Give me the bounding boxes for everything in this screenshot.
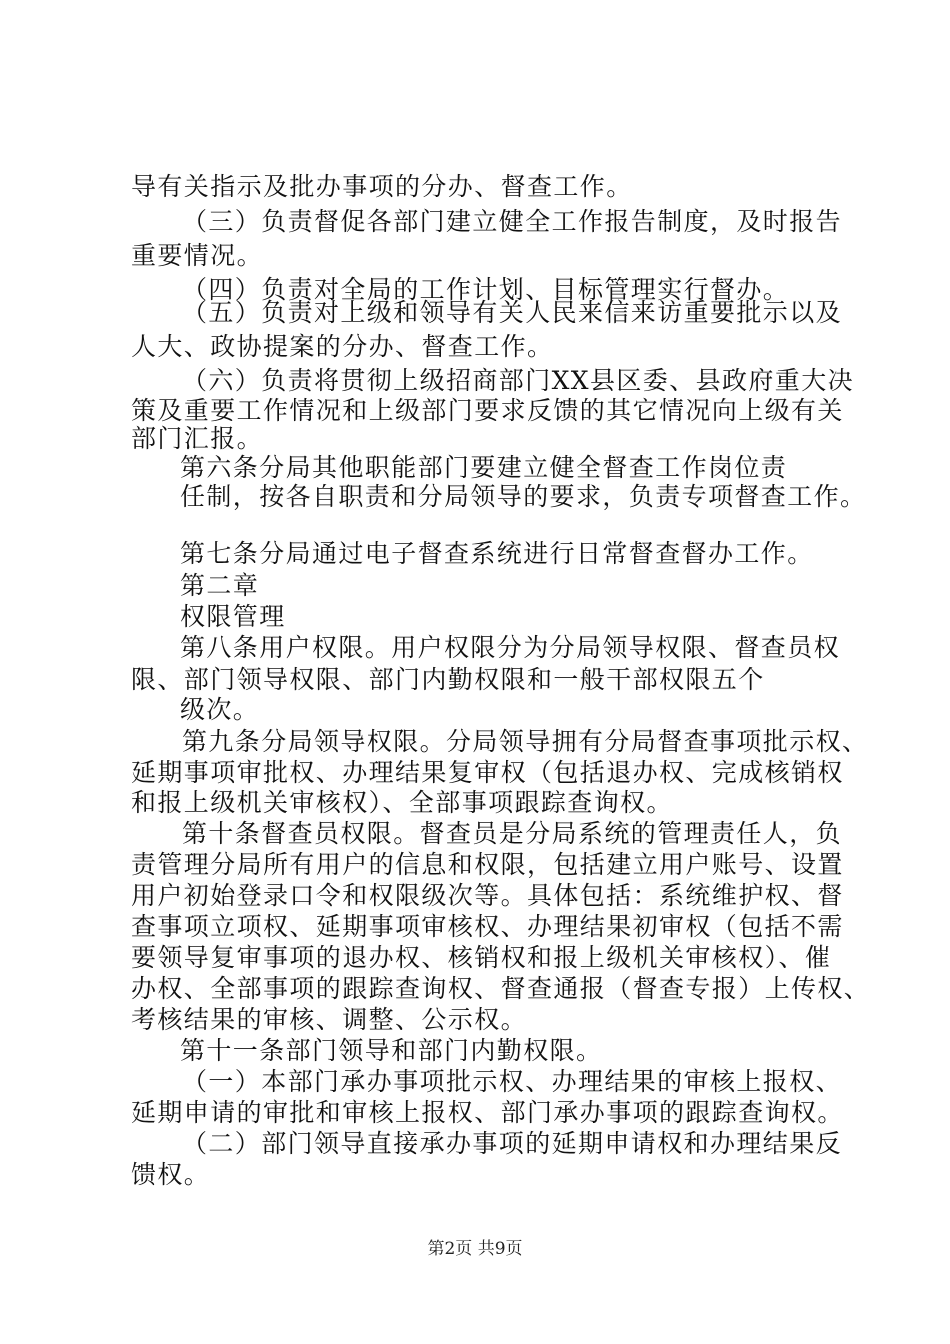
text-line: 延期申请的审批和审核上报权、部门承办事项的跟踪查询权。 [131, 1098, 844, 1127]
text-line: 级次。 [180, 695, 260, 724]
chapter-title: 权限管理 [180, 602, 286, 631]
text-line: 办权、全部事项的跟踪查询权、督查通报（督查专报）上传权、 [131, 974, 871, 1003]
text-line: 第七条分局通过电子督查系统进行日常督查督办工作。 [180, 539, 814, 568]
text-line: （三）负责督促各部门建立健全工作报告制度，及时报告 [182, 207, 843, 236]
text-line: （四）负责对全局的工作计划、目标管理实行督办。 [182, 275, 790, 304]
text-line: （五）负责对上级和领导有关人民来信来访重要批示以及 [182, 298, 843, 327]
text-line: 任制，按各自职责和分局领导的要求，负责专项督查工作。 [180, 482, 867, 511]
text-line: 导有关指示及批办事项的分办、督查工作。 [131, 172, 633, 201]
text-line: 部门汇报。 [131, 424, 264, 453]
text-line: 人大、政协提案的分办、督查工作。 [131, 332, 554, 361]
chapter-heading: 第二章 [180, 571, 260, 600]
text-line: 延期事项审批权、办理结果复审权（包括退办权、完成核销权 [131, 758, 844, 787]
text-line: 要领导复审事项的退办权、核销权和报上级机关审核权）、催 [131, 943, 832, 972]
text-line: 查事项立项权、延期事项审核权、办理结果初审权（包括不需 [131, 912, 844, 941]
text-line: 第十一条部门领导和部门内勤权限。 [180, 1036, 603, 1065]
text-line: （六）负责将贯彻上级招商部门XX县区委、县政府重大决 [182, 366, 854, 395]
text-line: （一）本部门承办事项批示权、办理结果的审核上报权、 [182, 1067, 843, 1096]
text-line: （二）部门领导直接承办事项的延期申请权和办理结果反 [182, 1129, 843, 1158]
text-line: 用户初始登录口令和权限级次等。具体包括：系统维护权、督 [131, 881, 844, 910]
text-line: 第八条用户权限。用户权限分为分局领导权限、督查员权 [180, 633, 841, 662]
page-number-footer: 第2页 共9页 [427, 1239, 523, 1259]
text-line: 考核结果的审核、调整、公示权。 [131, 1005, 528, 1034]
text-line: 第六条分局其他职能部门要建立健全督查工作岗位责 [180, 453, 788, 482]
text-line: 限、部门领导权限、部门内勤权限和一般干部权限五个 [131, 665, 765, 694]
text-line: 和报上级机关审核权）、全部事项跟踪查询权。 [131, 788, 673, 817]
text-line: 重要情况。 [131, 241, 264, 270]
text-line: 第十条督查员权限。督查员是分局系统的管理责任人，负 [182, 819, 843, 848]
text-line: 策及重要工作情况和上级部门要求反馈的其它情况向上级有关 [131, 396, 844, 425]
text-line: 馈权。 [131, 1160, 211, 1189]
text-line: 第九条分局领导权限。分局领导拥有分局督查事项批示权、 [182, 727, 869, 756]
text-line: 责管理分局所有用户的信息和权限，包括建立用户账号、设置 [131, 850, 844, 879]
